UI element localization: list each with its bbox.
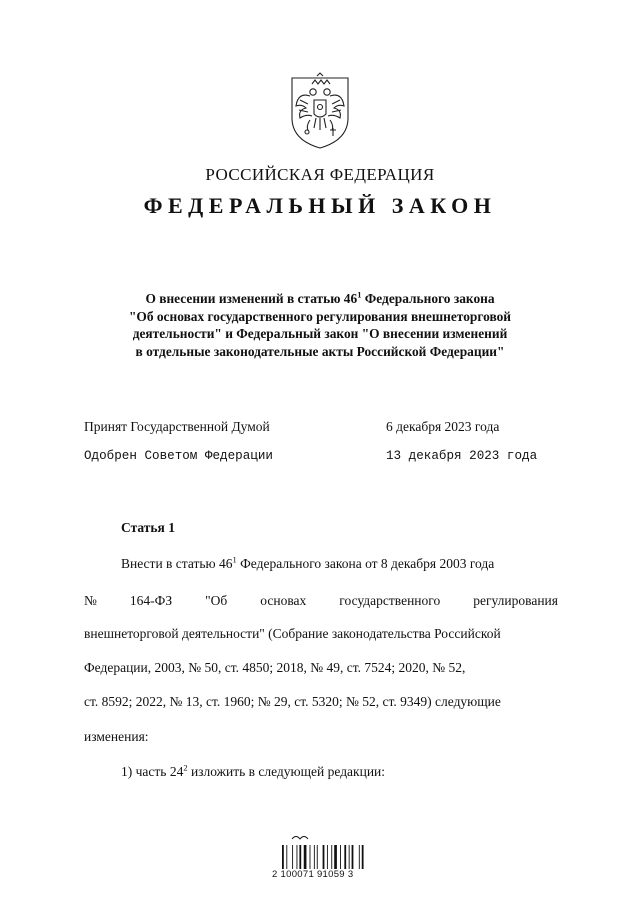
article-line-2: № 164-ФЗ "Об основах государственного регулирования [84, 593, 558, 608]
council-approval-date: 13 декабря 2023 года [386, 449, 538, 463]
article-line-5: ст. 8592; 2022, № 13, ст. 1960; № 29, ст. 5320; № 52, ст. 9349) следующие [84, 694, 501, 709]
law-title-line-1: О внесении изменений в статью $46^1$ Федерального закона [145, 289, 495, 306]
duma-adoption-date: 6 декабря 2023 года [386, 419, 500, 434]
duma-adoption-label: Принят Государственной Думой [84, 419, 270, 434]
law-title-line-2: "Об основах государственного регулирования внешнеторговой [128, 308, 512, 324]
article-line-6: изменения: [84, 729, 149, 744]
coat-of-arms-icon [288, 70, 352, 150]
article-line-4: Федерации, 2003, № 50, ст. 4850; 2018, № 49, ст. 7524; 2020, № 52, [84, 660, 466, 675]
article-line-3: внешнеторговой деятельности" (Собрание законодательства Российской [84, 626, 501, 641]
law-title [95, 290, 545, 360]
article-heading: Статья 1 [121, 520, 175, 535]
article-item-1: 1) часть $24^2$ изложить в следующей редакции: [121, 762, 386, 779]
law-title-line-4: в отдельные законодательные акты Российской Федерации" [135, 343, 505, 359]
council-approval-label: Одобрен Советом Федерации [84, 449, 273, 463]
article-line-1: Внести в статью $46^1$ Федерального закона от 8 декабря 2003 года [121, 554, 495, 571]
law-type-heading: ФЕДЕРАЛЬНЫЙ ЗАКОН [143, 193, 497, 218]
country-name: РОССИЙСКАЯ ФЕДЕРАЦИЯ [205, 165, 435, 184]
barcode-number: 2 100071 91059 3 [272, 869, 354, 880]
law-title-line-3: деятельности" и Федеральный закон "О внесении изменений [132, 326, 508, 341]
